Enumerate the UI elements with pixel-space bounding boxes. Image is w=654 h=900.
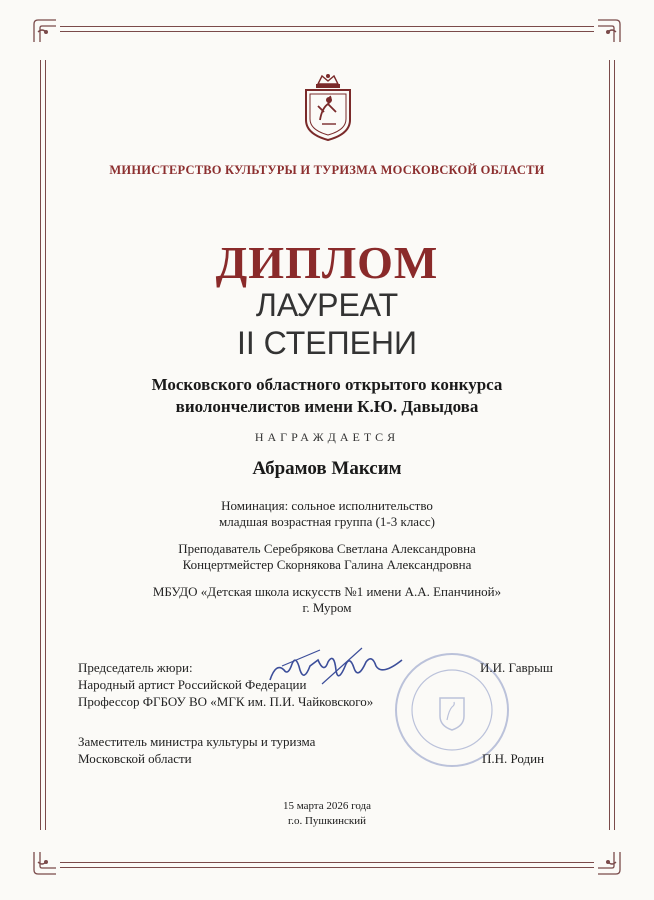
ministry-name: МИНИСТЕРСТВО КУЛЬТУРЫ И ТУРИЗМА МОСКОВСКОЙ ОБЛАСТИ bbox=[109, 163, 545, 177]
jury-name: И.И. Гаврыш bbox=[480, 660, 553, 675]
diploma-title: ДИПЛОМ bbox=[215, 237, 439, 288]
jury-role-chair: Председатель жюри: bbox=[78, 660, 193, 675]
corner-ornament-icon bbox=[32, 18, 58, 44]
deputy-role: Заместитель министра культуры и туризма bbox=[78, 734, 316, 749]
corner-ornament-icon bbox=[596, 850, 622, 876]
recipient-name: Абрамов Максим bbox=[252, 458, 402, 479]
frame-bottom-inner bbox=[60, 867, 594, 868]
contest-name-line2: виолончелистов имени К.Ю. Давыдова bbox=[175, 397, 479, 416]
age-group: младшая возрастная группа (1-3 класс) bbox=[219, 514, 435, 529]
laureate-label: ЛАУРЕАТ bbox=[255, 287, 399, 323]
jury-role-title: Народный артист Российской Федерации bbox=[78, 677, 307, 692]
teacher: Преподаватель Серебрякова Светлана Александровна bbox=[178, 541, 476, 556]
jury-role-professor: Профессор ФГБОУ ВО «МГК им. П.И. Чайковского» bbox=[78, 694, 374, 709]
issue-date: 15 марта 2026 года bbox=[282, 800, 372, 812]
frame-top-inner bbox=[60, 31, 594, 32]
corner-ornament-icon bbox=[32, 850, 58, 876]
contest-name-line1: Московского областного открытого конкурса bbox=[151, 375, 503, 394]
issue-place: г.о. Пушкинский bbox=[287, 815, 367, 827]
deputy-region: Московской области bbox=[78, 751, 192, 766]
nomination: Номинация: сольное исполнительство bbox=[221, 498, 433, 513]
frame-bottom bbox=[60, 862, 594, 863]
coat-of-arms-icon bbox=[302, 72, 354, 142]
school-name: МБУДО «Детская школа искусств №1 имени А.А. Епанчиной» bbox=[152, 584, 502, 599]
degree-label: II СТЕПЕНИ bbox=[236, 325, 418, 361]
school-city: г. Муром bbox=[302, 600, 352, 615]
accompanist: Концертмейстер Скорнякова Галина Александровна bbox=[182, 557, 472, 572]
frame-top bbox=[60, 26, 594, 27]
awarded-label: НАГРАЖДАЕТСЯ bbox=[254, 430, 400, 444]
corner-ornament-icon bbox=[596, 18, 622, 44]
deputy-name: П.Н. Родин bbox=[482, 751, 545, 766]
